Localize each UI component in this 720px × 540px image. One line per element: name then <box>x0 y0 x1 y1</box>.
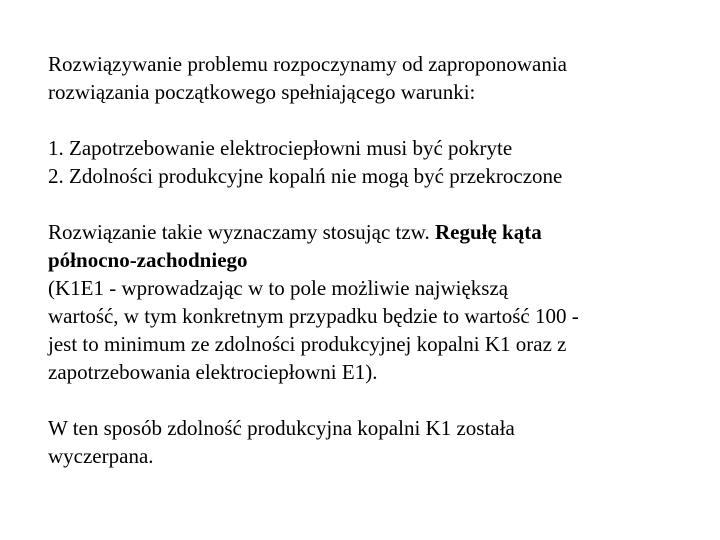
rule-name-part-1: Regułę kąta <box>434 220 542 244</box>
condition-item-2: 2. Zdolności produkcyjne kopalń nie mogą być przekroczone <box>48 164 563 188</box>
intro-line-2: rozwiązania początkowego spełniającego warunki: <box>48 80 476 104</box>
spacer <box>48 386 688 414</box>
rule-explanation-line-2: wartość, w tym konkretnym przypadku będzie to wartość 100 - <box>48 304 579 328</box>
intro-paragraph <box>48 50 688 106</box>
conclusion-line-1: W ten sposób zdolność produkcyjna kopalni K1 została <box>48 416 515 440</box>
rule-explanation-line-4: zapotrzebowania elektrociepłowni E1). <box>48 360 378 384</box>
rule-explanation-line-3: jest to minimum ze zdolności produkcyjnej kopalni K1 oraz z <box>48 332 567 356</box>
conditions-list <box>48 134 688 190</box>
spacer <box>48 190 688 218</box>
rule-first-line <box>48 218 688 246</box>
condition-item-1: 1. Zapotrzebowanie elektrociepłowni musi być pokryte <box>48 136 513 160</box>
rule-prefix: Rozwiązanie takie wyznaczamy stosując tzw. <box>48 220 435 244</box>
spacer <box>48 106 688 134</box>
rule-paragraph <box>48 218 688 386</box>
conclusion-paragraph <box>48 414 688 470</box>
slide-content <box>48 50 688 470</box>
conclusion-line-2: wyczerpana. <box>48 444 154 468</box>
rule-name-part-2: północno-zachodniego <box>48 248 248 272</box>
intro-line-1: Rozwiązywanie problemu rozpoczynamy od zaproponowania <box>48 52 567 76</box>
rule-explanation-line-1: (K1E1 - wprowadzając w to pole możliwie największą <box>48 276 509 300</box>
